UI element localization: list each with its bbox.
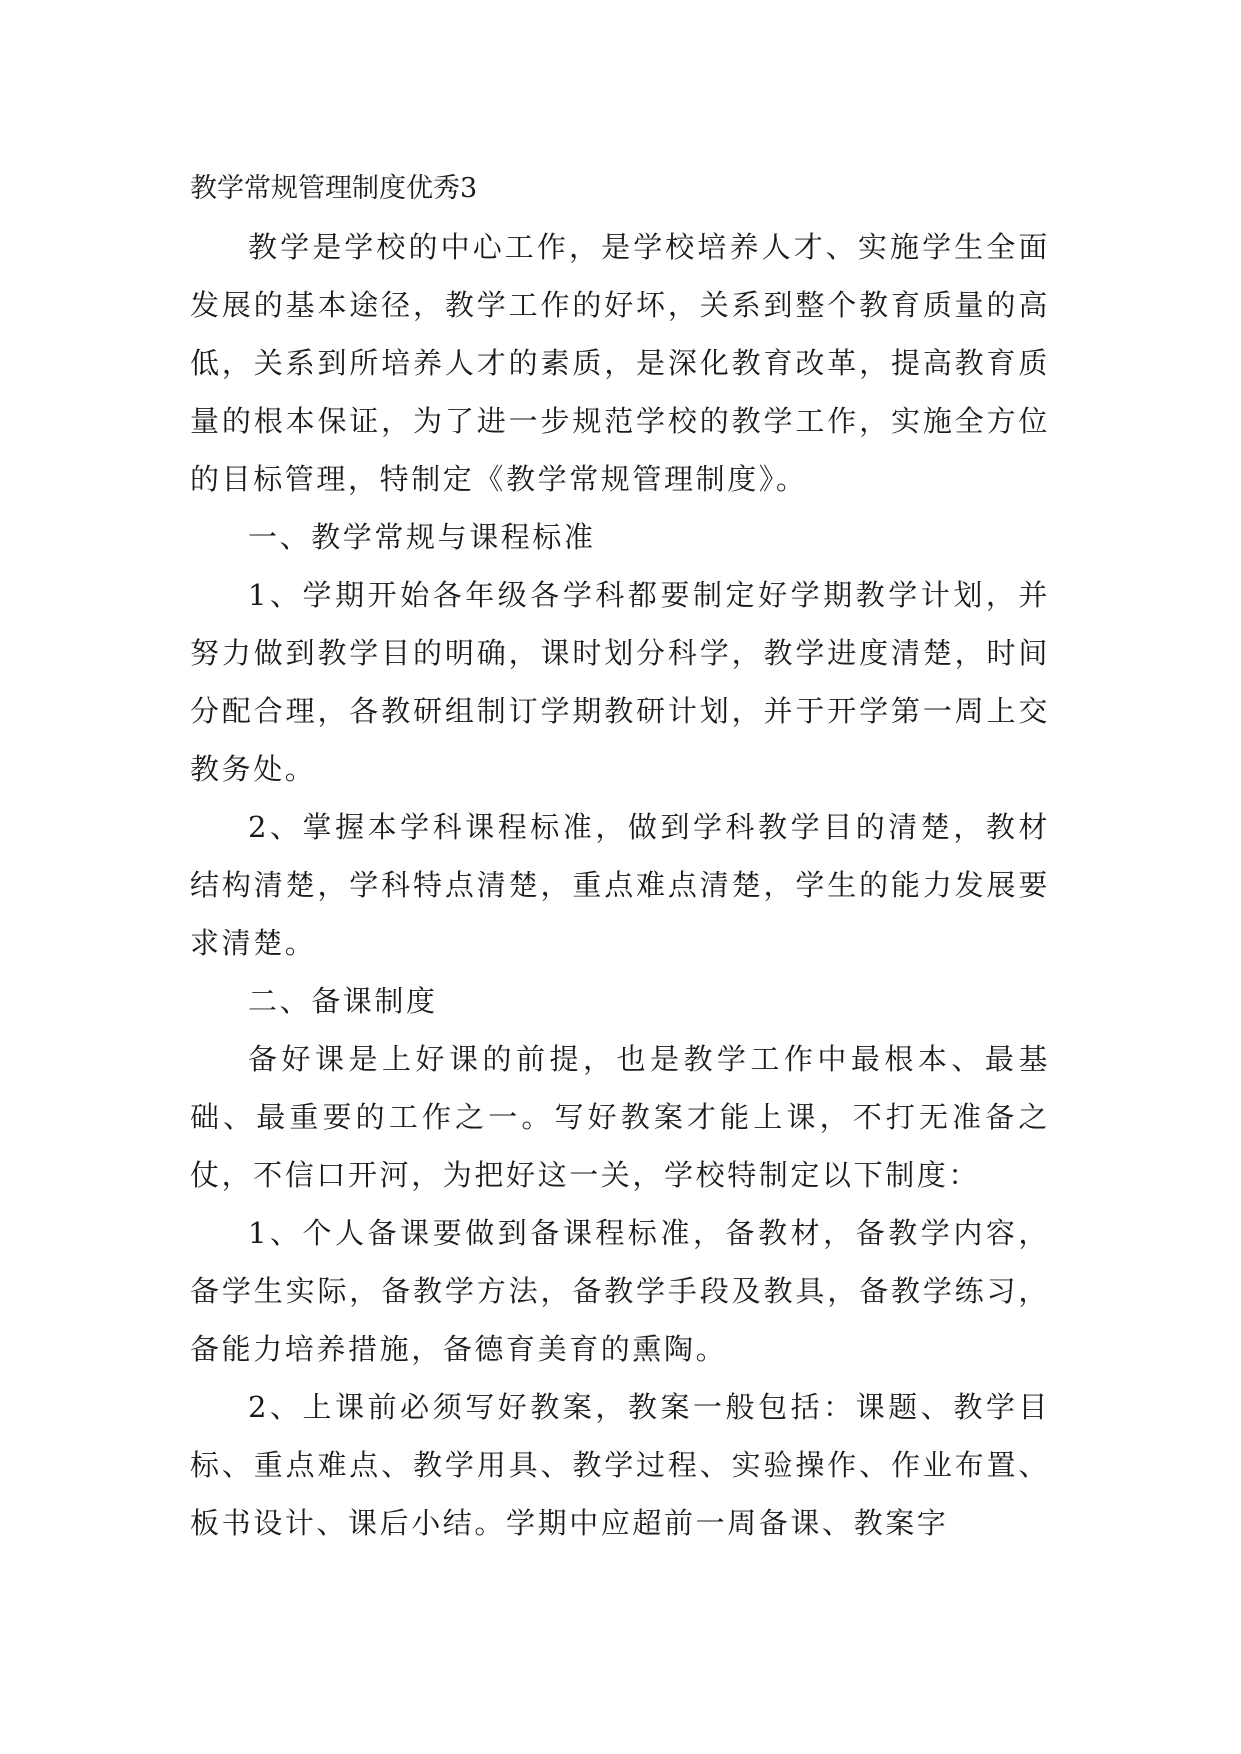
document-title: 教学常规管理制度优秀3	[190, 173, 478, 204]
paragraph-1-2: 2、掌握本学科课程标准，做到学科教学目的清楚，教材结构清楚，学科特点清楚，重点难点清楚，学生的能力发展要求清楚。	[190, 810, 1050, 960]
paragraph-intro: 教学是学校的中心工作，是学校培养人才、实施学生全面发展的基本途径，教学工作的好坏，关系到整个教育质量的高低，关系到所培养人才的素质，是深化教育改革，提高教育质量的根本保证，为了进一步规范学校的教学工作，实施全方位的目标管理，特制定《教学常规管理制度》。	[190, 230, 1050, 496]
section-heading-1: 一、教学常规与课程标准	[248, 520, 596, 554]
paragraph-2-1: 1、个人备课要做到备课程标准，备教材，备教学内容，备学生实际，备教学方法，备教学手段及教具，备教学练习，备能力培养措施，备德育美育的熏陶。	[190, 1216, 1050, 1366]
paragraph-1-1: 1、学期开始各年级各学科都要制定好学期教学计划，并努力做到教学目的明确，课时划分科学，教学进度清楚，时间分配合理，各教研组制订学期教研计划，并于开学第一周上交教务处。	[190, 578, 1050, 786]
paragraph-2-2: 2、上课前必须写好教案，教案一般包括：课题、教学目标、重点难点、教学用具、教学过程、实验操作、作业布置、板书设计、课后小结。学期中应超前一周备课、教案字	[190, 1390, 1050, 1540]
paragraph-2-intro: 备好课是上好课的前提，也是教学工作中最根本、最基础、最重要的工作之一。写好教案才能上课，不打无准备之仗，不信口开河，为把好这一关，学校特制定以下制度：	[190, 1042, 1050, 1192]
document-body	[190, 160, 1050, 1552]
section-heading-2: 二、备课制度	[248, 984, 438, 1018]
